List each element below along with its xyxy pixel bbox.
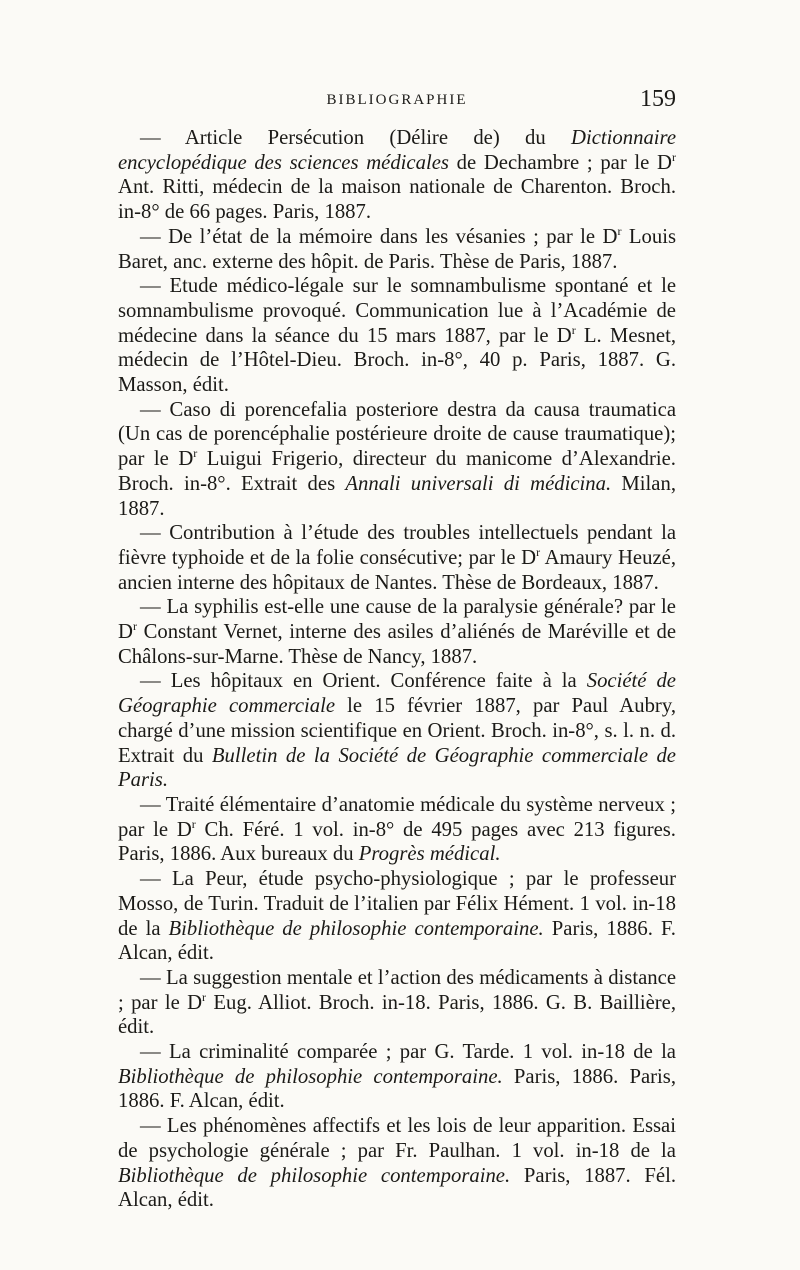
entry-text: — Contribution à l’étude des troubles intellectuels pendant la fièvre typhoide et de la folie consécutive; par le D	[118, 522, 676, 569]
bibliography-entry	[118, 126, 676, 225]
bibliography-entry	[118, 793, 676, 867]
entry-text: — Les phénomènes affectifs et les lois de leur apparition. Essai de psychologie générale ; par Fr. Paulhan. 1 vol. in-18 de la	[118, 1115, 676, 1162]
entry-text: Constant Vernet, interne des asiles d’aliénés de Maréville et de Châlons-sur-Marne. Thèse de Nancy, 1887.	[118, 621, 676, 668]
italic-text: Annali universali di médicina.	[345, 472, 612, 495]
entry-text: — Article Persécution (Délire de) du	[140, 127, 572, 149]
superscript-text: r	[571, 322, 576, 337]
superscript-text: r	[193, 446, 198, 461]
entry-text: Amaury Heuzé, ancien interne des hôpitaux de Nantes. Thèse de Bordeaux, 1887.	[118, 546, 676, 594]
superscript-text: r	[132, 619, 137, 634]
entry-text: Louis Baret, anc. externe des hôpit. de Paris. Thèse de Paris, 1887.	[118, 225, 677, 273]
italic-text: Bulletin de la Société de Géographie commerciale de Paris.	[118, 744, 676, 792]
bibliography-entry	[118, 1040, 676, 1114]
superscript-text: r	[191, 816, 196, 831]
superscript-text: r	[617, 223, 622, 238]
bibliography-entry	[118, 398, 676, 522]
bibliography-entry	[118, 225, 676, 274]
bibliography-list	[118, 126, 676, 1213]
superscript-text: r	[536, 545, 541, 560]
bibliography-entry	[118, 966, 676, 1040]
entry-text: — Caso di porencefalia posteriore destra da causa traumatica (Un cas de porencéphalie postérieure droite de cause traumatique); par le D	[118, 398, 676, 471]
italic-text: Bibliothèque de philosophie contemporaine.	[118, 1164, 511, 1187]
superscript-text: r	[202, 989, 207, 1004]
running-title: BIBLIOGRAPHIE	[326, 92, 468, 108]
entry-text: Eug. Alliot. Broch. in-18. Paris, 1886. G. B. Baillière, édit.	[118, 991, 676, 1039]
bibliography-entry	[118, 274, 676, 398]
entry-text: — De l’état de la mémoire dans les vésanies ; par le D	[140, 225, 618, 248]
superscript-text: r	[672, 149, 676, 164]
entry-text: Paris, 1886. F. Alcan, édit.	[118, 917, 676, 965]
entry-text: — Traité élémentaire d’anatomie médicale du système nerveux ; par le D	[118, 793, 676, 841]
bibliography-entry	[118, 867, 676, 966]
entry-text: L. Mesnet, médecin de l’Hôtel-Dieu. Broch. in-8°, 40 p. Paris, 1887. G. Masson, édit.	[118, 324, 676, 397]
entry-text: Milan, 1887.	[118, 472, 676, 520]
entry-text: — Les hôpitaux en Orient. Conférence faite à la	[140, 670, 587, 693]
bibliography-entry	[118, 521, 676, 595]
bibliography-entry	[118, 669, 676, 793]
entry-text: Paris, 1886. Paris, 1886. F. Alcan, édit.	[118, 1065, 676, 1113]
entry-text: Ch. Féré. 1 vol. in-8° de 495 pages avec 213 figures. Paris, 1886. Aux bureaux du	[118, 818, 676, 866]
entry-text: — Etude médico-légale sur le somnambulisme spontané et le somnambulisme provoqué. Communication lue à l’Académie de médecine dans la séance du 15 mars 1887, par le D	[118, 275, 676, 347]
entry-text: — La Peur, étude psycho-physiologique ; par le professeur Mosso, de Turin. Traduit de l’italien par Félix Hément. 1 vol. in-18 de la	[118, 868, 676, 940]
entry-text: Paris, 1887. Fél. Alcan, édit.	[118, 1164, 676, 1212]
running-head	[118, 86, 676, 116]
entry-text: de Dechambre ; par le D	[448, 151, 672, 174]
page-number: 159	[640, 86, 676, 112]
entry-text: le 15 février 1887, par Paul Aubry, chargé d’une mission scientifique en Orient. Broch. in-8°, s. l. n. d. Extrait du	[118, 695, 676, 767]
bibliography-entry	[118, 1114, 676, 1213]
entry-text: — La syphilis est-elle une cause de la paralysie générale? par le D	[118, 596, 676, 644]
entry-text: — La criminalité comparée ; par G. Tarde. 1 vol. in-18 de la	[140, 1041, 676, 1064]
entry-text: Luigui Frigerio, directeur du manicome d’Alexandrie. Broch. in-8°. Extrait des	[118, 448, 676, 495]
italic-text: Dictionnaire encyclopédique des sciences médicales	[118, 127, 676, 174]
entry-text: — La suggestion mentale et l’action des médicaments à distance ; par le D	[118, 966, 676, 1014]
italic-text: Bibliothèque de philosophie contemporaine.	[118, 1065, 503, 1088]
bibliography-entry	[118, 595, 676, 669]
italic-text: Progrès médical.	[358, 843, 501, 866]
entry-text: Ant. Ritti, médecin de la maison nationale de Charenton. Broch. in-8° de 66 pages. Paris, 1887.	[118, 176, 676, 224]
italic-text: Bibliothèque de philosophie contemporaine.	[168, 917, 544, 940]
italic-text: Société de Géographie commerciale	[118, 670, 676, 718]
